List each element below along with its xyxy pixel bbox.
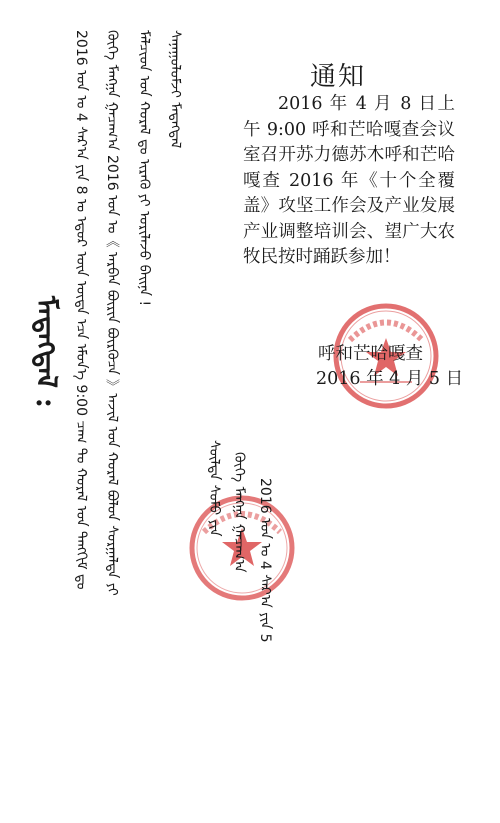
notice-title: 通知 [310, 62, 367, 92]
mongolian-line-3: ᠬᠥᠬᠡ ᠮᠠᠩᠬ᠋ᠠ ᠭᠠᠴᠠᠭ᠎ᠠ 2016 ᠣᠨ ᠤ《 ᠠᠷᠪᠠᠨ ᠪᠦᠷᠢᠨ ᠪᠦᠷᠬᠦᠴᠡ 》ᠠᠵᠢᠯ ᠤᠨ ᠬᠤᠷᠠᠯ ᠪᠤᠯᠤᠨ ᠰᠤᠷᠭᠠᠯᠲᠠ ᠶᠢ [104, 30, 120, 596]
mongolian-line-1: ᠰᠠᠨᠠᠭᠤᠯᠤᠮᠵᠢ ᠮᠡᠳᠡᠭᠳᠡᠯ [167, 30, 183, 149]
mongolian-signature-line-2: ᠬᠥᠬᠡ ᠮᠠᠩᠬ᠋ᠠ ᠭᠠᠴᠠᠭ᠎ᠠ [231, 452, 247, 573]
signature-block [316, 342, 463, 392]
mongolian-line-2: ᠮᠠᠯᠴᠢᠳ ᠤᠨ ᠬᠤᠷᠠᠯ ᠳᠤ ᠢᠷᠡᠬᠦ ᠶᠢ ᠤᠷᠢᠯᠠᠵᠤ ᠪᠠᠢᠨᠠ ! [136, 30, 152, 307]
notice-body: 2016 年 4 月 8 日上午 9:00 呼和芒哈嘎查会议室召开苏力德苏木呼和芒哈嘎查 2016 年《十个全覆盖》攻坚工作会及产业发展产业调整培训会、望广大农牧民按时踊跃参加！ [243, 94, 455, 267]
signature-org: 呼和芒哈嘎查 [318, 344, 423, 364]
mongolian-signoff: ᠮᠡᠳᠡᠭᠳᠡᠯ : [30, 296, 63, 409]
mongolian-signature-line-1: 2016 ᠣᠨ ᠤ 4 ᠰᠠᠷ᠎ᠠ ᠶᠢᠨ 5 [257, 478, 273, 643]
mongolian-signature-line-3: ᠰᠦᠯᠳᠡ ᠰᠤᠮᠤ ᠶᠢᠨ [206, 440, 222, 537]
mongolian-line-4: 2016 ᠣᠨ ᠤ 4 ᠰᠠᠷ᠎ᠠ ᠶᠢᠨ 8 ᠤ ᠡᠳᠦᠷ ᠦᠨ ᠦᠳᠡ ᠡᠴᠡ ᠡᠮᠦᠨ᠎ᠡ 9:00 ᠴᠠᠭ ᠲᠤ ᠬᠤᠷᠠᠯ ᠤᠨ ᠲᠠᠩᠬᠢᠮ ᠳᠤ [73, 30, 89, 590]
signature-date: 2016 年 4 月 5 日 [316, 369, 464, 389]
